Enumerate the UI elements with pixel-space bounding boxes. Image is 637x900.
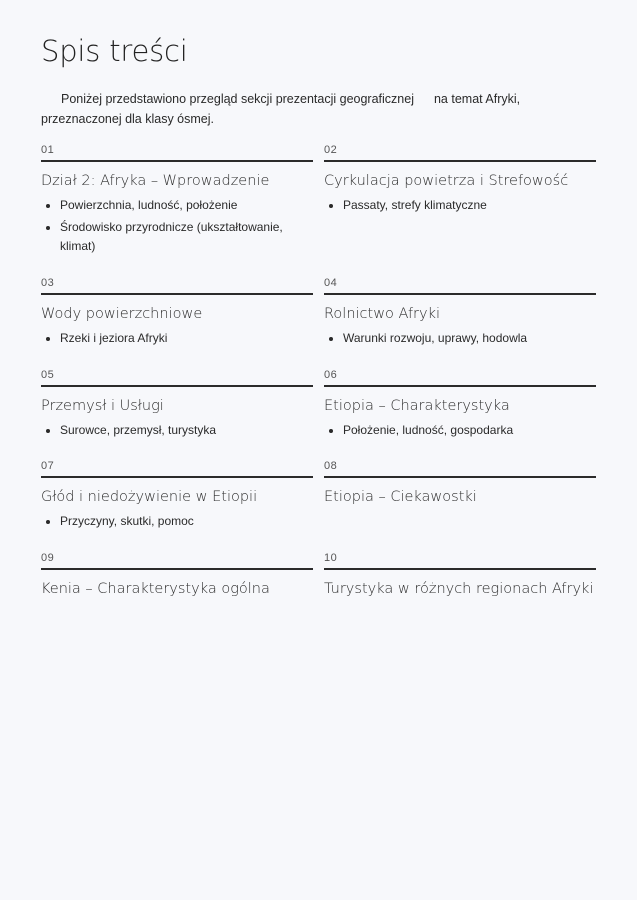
section-divider [324, 293, 596, 295]
list-item: Surowce, przemysł, turystyka [41, 421, 290, 440]
list-item: Passaty, strefy klimatyczne [324, 196, 573, 215]
section-01[interactable] [41, 142, 313, 259]
section-divider [41, 160, 313, 162]
section-title: Etiopia – Charakterystyka [324, 398, 510, 414]
section-number: 10 [324, 552, 338, 564]
section-number: 09 [41, 552, 55, 564]
section-06[interactable] [324, 367, 596, 443]
section-number: 07 [41, 460, 55, 472]
section-divider [324, 568, 596, 570]
list-item: Powierzchnia, ludność, położenie [41, 196, 290, 215]
bullet-icon [46, 226, 50, 230]
list-item: Środowisko przyrodnicze (ukształtowanie, klimat) [41, 218, 290, 256]
section-items [41, 421, 313, 440]
section-number: 08 [324, 460, 338, 472]
bullet-icon [329, 204, 333, 208]
section-title: Rolnictwo Afryki [324, 306, 441, 322]
section-number: 01 [41, 144, 55, 156]
section-title: Wody powierzchniowe [41, 306, 203, 322]
section-divider [41, 568, 313, 570]
section-title: Przemysł i Usługi [41, 398, 164, 414]
section-title: Turystyka w różnych regionach Afryki [324, 581, 594, 597]
toc-page [41, 30, 596, 597]
list-item: Położenie, ludność, gospodarka [324, 421, 573, 440]
section-divider [324, 160, 596, 162]
section-items [324, 329, 596, 348]
section-divider [41, 476, 313, 478]
intro-text-part2: na temat Afryki, przeznaczonej dla klasy ósmej. [41, 92, 521, 126]
intro-paragraph [41, 89, 596, 129]
section-number: 04 [324, 277, 338, 289]
section-title: Etiopia – Ciekawostki [324, 489, 477, 505]
bullet-icon [329, 337, 333, 341]
section-03[interactable] [41, 275, 313, 351]
section-number: 03 [41, 277, 55, 289]
page-title: Spis treści [41, 34, 188, 68]
section-items [41, 512, 313, 531]
section-title: Dział 2: Afryka – Wprowadzenie [41, 173, 270, 189]
bullet-icon [46, 204, 50, 208]
section-09[interactable] [41, 550, 313, 599]
section-08[interactable] [324, 458, 596, 507]
section-title: Głód i niedożywienie w Etiopii [41, 489, 258, 505]
section-items [324, 421, 596, 440]
section-items [324, 196, 596, 215]
section-07[interactable] [41, 458, 313, 534]
section-items [41, 196, 313, 256]
bullet-icon [46, 520, 50, 524]
section-number: 06 [324, 369, 338, 381]
section-title: Cyrkulacja powietrza i Strefowość [324, 173, 569, 189]
section-number: 05 [41, 369, 55, 381]
section-divider [41, 293, 313, 295]
intro-text-part1: Poniżej przedstawiono przegląd sekcji prezentacji geograficznej [61, 92, 414, 106]
section-divider [41, 385, 313, 387]
section-items [41, 329, 313, 348]
bullet-icon [46, 429, 50, 433]
list-item: Rzeki i jeziora Afryki [41, 329, 290, 348]
bullet-icon [329, 429, 333, 433]
list-item: Warunki rozwoju, uprawy, hodowla [324, 329, 573, 348]
section-title: Kenia – Charakterystyka ogólna [41, 581, 270, 597]
section-05[interactable] [41, 367, 313, 443]
section-divider [324, 476, 596, 478]
section-10[interactable] [324, 550, 596, 599]
section-02[interactable] [324, 142, 596, 218]
section-number: 02 [324, 144, 338, 156]
list-item: Przyczyny, skutki, pomoc [41, 512, 290, 531]
section-04[interactable] [324, 275, 596, 351]
section-divider [324, 385, 596, 387]
bullet-icon [46, 337, 50, 341]
